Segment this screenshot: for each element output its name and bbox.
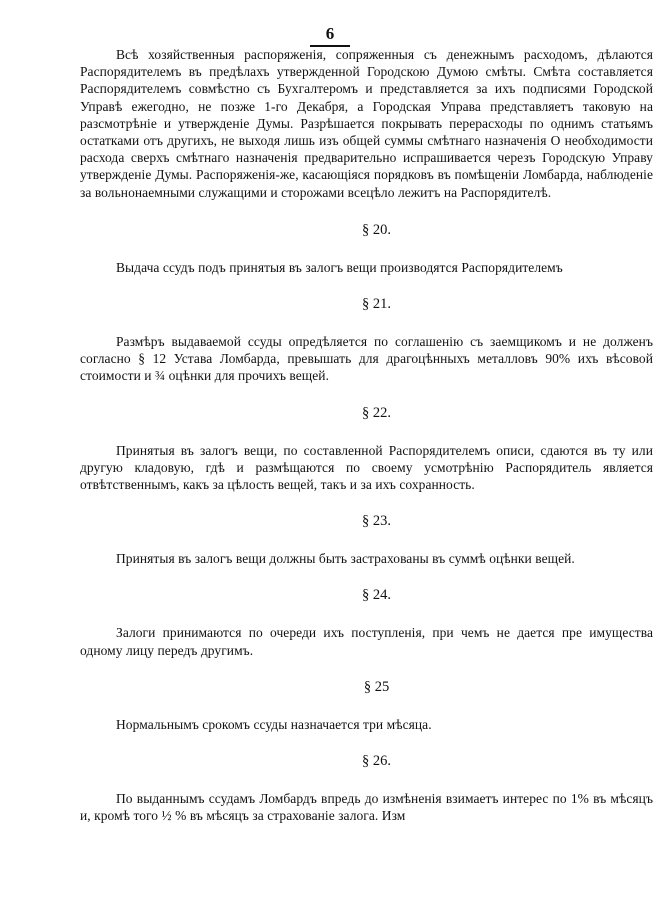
section-heading-23: § 23. bbox=[362, 513, 391, 530]
paragraph-26: По выданнымъ ссудамъ Ломбардъ впредь до измѣненія взимаетъ интерес по 1% въ мѣсяцъ и, кромѣ того ½ % въ мѣсяцъ за страхованіе залога. Изм bbox=[80, 791, 653, 824]
section-heading-21: § 21. bbox=[362, 296, 391, 313]
paragraph-25: Нормальнымъ срокомъ ссуды назначается три мѣсяца. bbox=[116, 716, 432, 732]
section-heading-26: § 26. bbox=[362, 753, 391, 770]
paragraph-21: Размѣръ выдаваемой ссуды опредѣляется по соглашенію съ заемщикомъ и не долженъ согласно § 12 Устава Ломбарда, превышать для драгоцѣнныхъ металловъ 90% ихъ вѣсовой стоимости и ¾ оцѣнки для прочихъ вещей. bbox=[80, 334, 653, 384]
paragraph-20: Выдача ссудъ подъ принятыя въ залогъ вещи производятся Распорядителемъ bbox=[116, 259, 563, 275]
page-number: 6 bbox=[0, 24, 660, 47]
paragraph-intro: Всѣ хозяйственныя распоряженія, сопряженныя съ денежнымъ расходомъ, дѣлаются Распорядителемъ въ предѣлахъ утвержденной Городскою Думою смѣты. Смѣта составляется Распорядителемъ совмѣстно съ Бухгалтеромъ и представляется за ихъ подписями Городской Управѣ ежегодно, не позже 1-го Декабря, а Городская Управа представляетъ таковую на разсмотрѣніе и утвержденіе Думы. Разрѣшается покрывать перерасходы по однимъ статьямъ остатками отъ другихъ, не выходя лишь изъ общей суммы смѣтнаго назначенія О необходимости расхода сверхъ смѣтнаго назначенія предварительно испрашивается черезъ Городскую Управу утвержденіе Думы. Распоряженія-же, касающіяся порядковъ въ помѣщеніи Ломбарда, наблюденіе за вольнонаемными служащими и сторожами всецѣло лежитъ на Распорядителѣ. bbox=[80, 47, 653, 200]
paragraph-24: Залоги принимаются по очереди ихъ поступленія, при чемъ не дается пре имущества одному лицу передъ другимъ. bbox=[80, 625, 653, 658]
section-heading-24: § 24. bbox=[362, 587, 391, 604]
section-heading-25: § 25 bbox=[363, 678, 390, 695]
section-heading-22: § 22. bbox=[362, 404, 391, 421]
page-body bbox=[80, 46, 653, 824]
section-heading-20: § 20. bbox=[362, 221, 391, 238]
paragraph-22: Принятыя въ залогъ вещи, по составленной Распорядителемъ описи, сдаются въ ту или другую кладовую, гдѣ и размѣщаются по своему усмотрѣнію Распорядитель является отвѣтственнымъ, какъ за цѣлость вещей, такъ и за ихъ сохранность. bbox=[80, 442, 653, 493]
paragraph-23: Принятыя въ залогъ вещи должны быть застрахованы въ суммѣ оцѣнки вещей. bbox=[116, 551, 575, 567]
